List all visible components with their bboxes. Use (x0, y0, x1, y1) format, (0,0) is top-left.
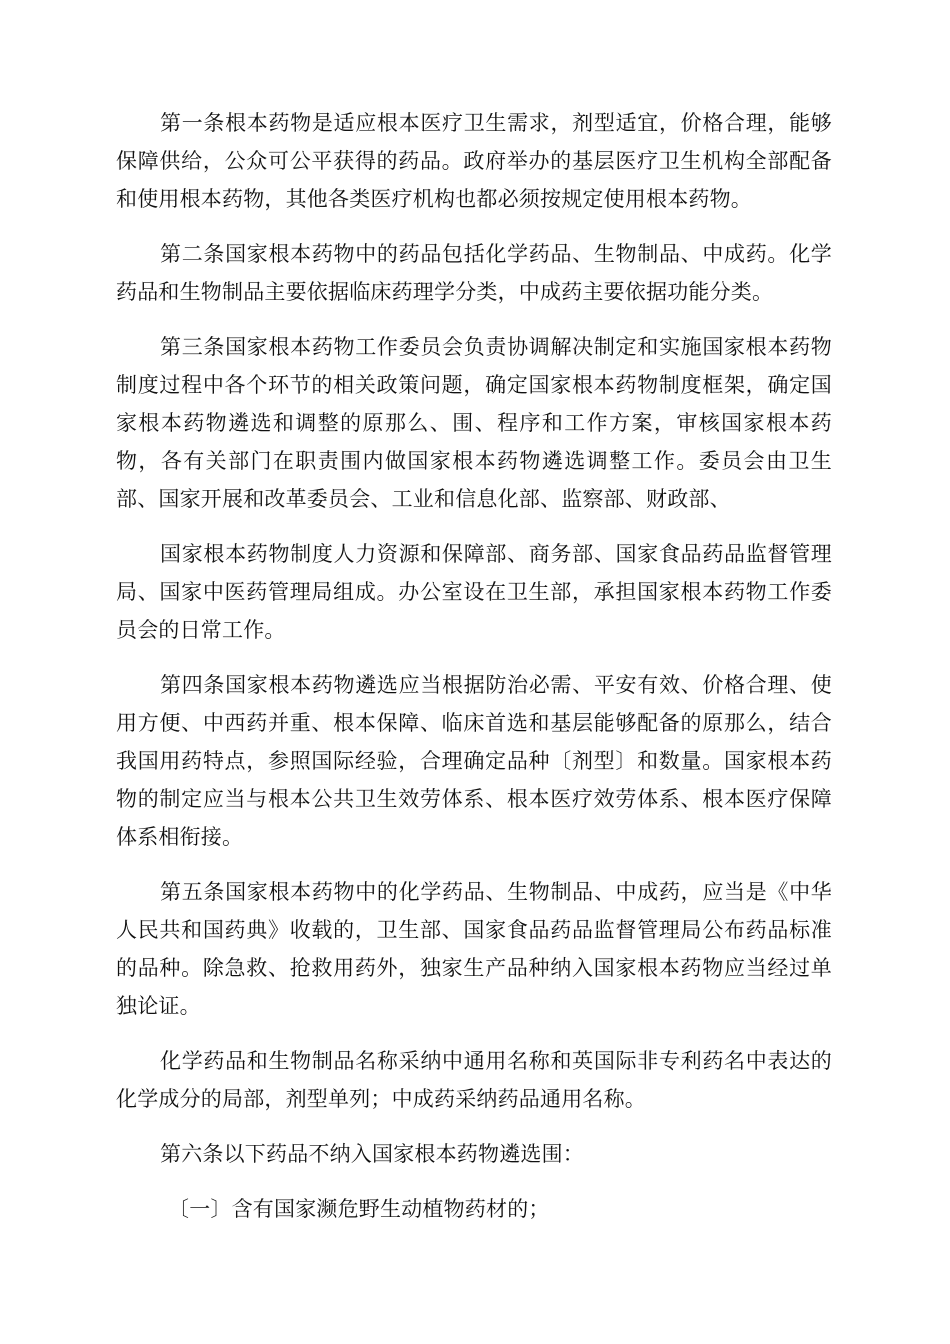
article-5-note-paragraph: 化学药品和生物制品名称采纳中通用名称和英国际非专利药名中表达的化学成分的局部，剂型单列；中成药采纳药品通用名称。 (116, 1049, 832, 1111)
article-4-paragraph: 第四条国家根本药物遴选应当根据防治必需、平安有效、价格合理、使用方便、中西药并重、根本保障、临床首选和基层能够配备的原那么，结合我国用药特点，参照国际经验，合理确定品种〔剂型〕和数量。国家根本药物的制定应当与根本公共卫生效劳体系、根本医疗效劳体系、根本医疗保障体系相衔接。 (116, 673, 832, 849)
article-3-continued-paragraph: 国家根本药物制度人力资源和保障部、商务部、国家食品药品监督管理局、国家中医药管理局组成。办公室设在卫生部，承担国家根本药物工作委员会的日常工作。 (116, 542, 832, 642)
article-6-item-1: 〔一〕含有国家濒危野生动植物药材的； (168, 1197, 550, 1221)
article-6-paragraph: 第六条以下药品不纳入国家根本药物遴选围： (160, 1142, 584, 1166)
document-page (116, 104, 832, 1245)
article-2-paragraph: 第二条国家根本药物中的药品包括化学药品、生物制品、中成药。化学药品和生物制品主要依据临床药理学分类，中成药主要依据功能分类。 (116, 242, 832, 304)
article-5-paragraph: 第五条国家根本药物中的化学药品、生物制品、中成药，应当是《中华人民共和国药典》收载的，卫生部、国家食品药品监督管理局公布药品标准的品种。除急救、抢救用药外，独家生产品种纳入国家根本药物应当经过单独论证。 (116, 880, 832, 1018)
article-1-paragraph: 第一条根本药物是适应根本医疗卫生需求，剂型适宜，价格合理，能够保障供给，公众可公平获得的药品。政府举办的基层医疗卫生机构全部配备和使用根本药物，其他各类医疗机构也都必须按规定使用根本药物。 (116, 111, 832, 211)
article-3-paragraph: 第三条国家根本药物工作委员会负责协调解决制定和实施国家根本药物制度过程中各个环节的相关政策问题，确定国家根本药物制度框架，确定国家根本药物遴选和调整的原那么、围、程序和工作方案，审核国家根本药物，各有关部门在职责围内做国家根本药物遴选调整工作。委员会由卫生部、国家开展和改革委员会、工业和信息化部、监察部、财政部、 (116, 335, 832, 511)
